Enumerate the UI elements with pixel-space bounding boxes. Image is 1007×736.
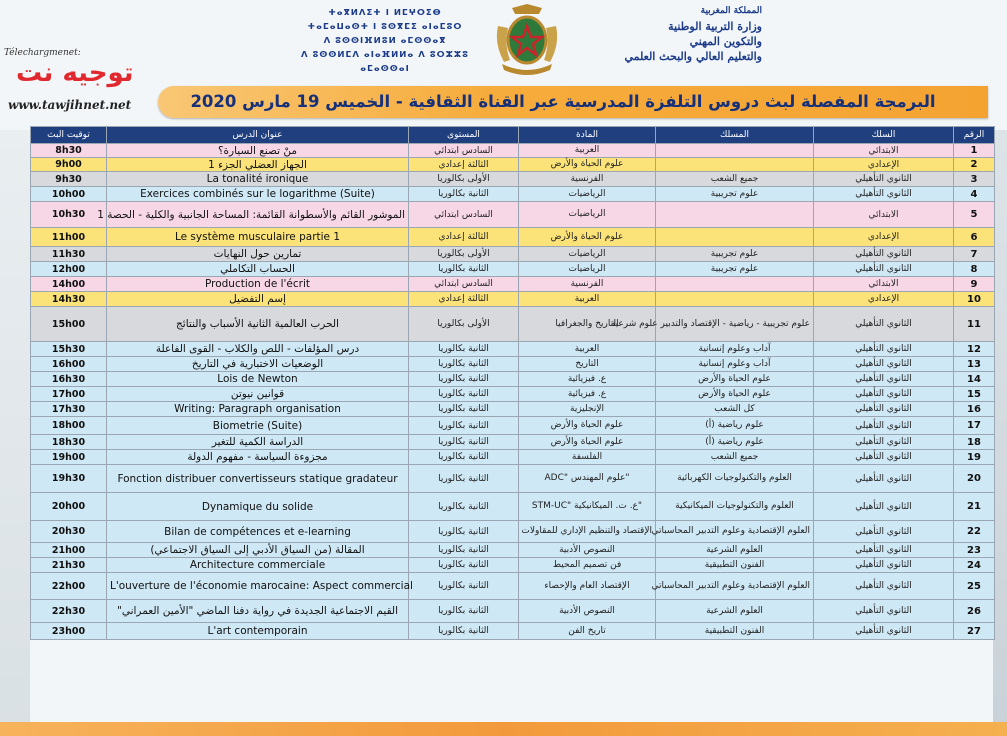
cell-branch: علوم رياضية (أ) <box>656 417 814 435</box>
header-cycle: السلك <box>814 127 954 144</box>
ministry-name-arabic: المملكة المغربية وزارة التربية الوطنية والتكوين المهني والتعليم العالي والبحث العلمي <box>624 6 762 63</box>
cell-subject: الرياضيات <box>519 202 656 228</box>
cell-level: الثانية بكالوريا <box>409 357 519 372</box>
cell-branch: جميع الشعب <box>656 172 814 187</box>
cell-title: Le système musculaire partie 1 <box>107 228 409 247</box>
cell-title: منْ تصنع السيارة؟ <box>107 144 409 158</box>
cell-subject: ع. فيزيائية <box>519 372 656 387</box>
header-title: عنوان الدرس <box>107 127 409 144</box>
cell-branch: العلوم الشرعية <box>656 600 814 623</box>
cell-level: الثانية بكالوريا <box>409 387 519 402</box>
cell-time: 19h30 <box>31 465 107 493</box>
cell-title: تمارين حول النهايات <box>107 247 409 262</box>
cell-title: الجهاز العضلي الجزء 1 <box>107 158 409 172</box>
cell-cycle: الإعدادي <box>814 228 954 247</box>
cell-num: 14 <box>954 372 995 387</box>
table-row <box>31 277 995 292</box>
cell-num: 13 <box>954 357 995 372</box>
cell-num: 26 <box>954 600 995 623</box>
cell-num: 9 <box>954 277 995 292</box>
cell-title: L'ouverture de l'économie marocaine: Aspect commercial <box>107 573 409 600</box>
cell-num: 21 <box>954 493 995 521</box>
table-row <box>31 465 995 493</box>
table-row <box>31 247 995 262</box>
cell-level: الثالثة إعدادي <box>409 292 519 307</box>
cell-branch <box>656 202 814 228</box>
cell-cycle: الثانوي التأهيلي <box>814 465 954 493</box>
cell-num: 20 <box>954 465 995 493</box>
cell-subject: الإقتصاد العام والإحصاء <box>519 573 656 600</box>
cell-cycle: الثانوي التأهيلي <box>814 623 954 640</box>
cell-subject: التاريخ <box>519 357 656 372</box>
cell-level: الثانية بكالوريا <box>409 465 519 493</box>
broadcast-schedule-table <box>30 126 995 640</box>
cell-cycle: الثانوي التأهيلي <box>814 493 954 521</box>
cell-branch <box>656 228 814 247</box>
cell-cycle: الابتدائي <box>814 277 954 292</box>
cell-subject: الفلسفة <box>519 450 656 465</box>
table-row <box>31 543 995 558</box>
cell-subject: التاريخ والجغرافيا <box>519 307 656 342</box>
cell-subject: ع. فيزيائية <box>519 387 656 402</box>
cell-num: 7 <box>954 247 995 262</box>
cell-num: 24 <box>954 558 995 573</box>
cell-level: الأولى بكالوريا <box>409 307 519 342</box>
table-row <box>31 158 995 172</box>
cell-num: 8 <box>954 262 995 277</box>
cell-level: الثانية بكالوريا <box>409 521 519 543</box>
header-branch: المسلك <box>656 127 814 144</box>
cell-subject: النصوص الأدبية <box>519 600 656 623</box>
cell-branch: الفنون التطبيقية <box>656 623 814 640</box>
cell-level: الثانية بكالوريا <box>409 600 519 623</box>
cell-level: الثانية بكالوريا <box>409 417 519 435</box>
cell-cycle: الثانوي التأهيلي <box>814 357 954 372</box>
cell-level: الثالثة إعدادي <box>409 228 519 247</box>
cell-time: 21h00 <box>31 543 107 558</box>
cell-level: الثانية بكالوريا <box>409 623 519 640</box>
cell-title: الحساب التكاملي <box>107 262 409 277</box>
cell-branch: العلوم والتكنولوجيات الميكانيكية <box>656 493 814 521</box>
cell-branch: آداب وعلوم إنسانية <box>656 342 814 357</box>
cell-time: 18h30 <box>31 435 107 450</box>
cell-time: 22h00 <box>31 573 107 600</box>
cell-branch <box>656 158 814 172</box>
cell-level: الثانية بكالوريا <box>409 435 519 450</box>
cell-num: 22 <box>954 521 995 543</box>
cell-time: 9h30 <box>31 172 107 187</box>
watermark-url: www.tawjihnet.net <box>8 98 132 112</box>
table-row <box>31 558 995 573</box>
cell-title: الدراسة الكمية للتغير <box>107 435 409 450</box>
cell-title: الوضعيات الاختبارية في التاريخ <box>107 357 409 372</box>
cell-time: 10h00 <box>31 187 107 202</box>
bottom-accent-bar <box>0 722 1007 736</box>
table-row <box>31 307 995 342</box>
cell-title: درس المؤلفات - اللص والكلاب - القوى الفاعلة <box>107 342 409 357</box>
cell-title: Lois de Newton <box>107 372 409 387</box>
cell-branch: علوم رياضية (أ) <box>656 435 814 450</box>
table-row <box>31 623 995 640</box>
cell-subject: فن تصميم المحيط <box>519 558 656 573</box>
cell-level: الأولى بكالوريا <box>409 172 519 187</box>
table-row <box>31 372 995 387</box>
table-header-row <box>31 127 995 144</box>
cell-cycle: الثانوي التأهيلي <box>814 342 954 357</box>
table-row <box>31 342 995 357</box>
cell-num: 4 <box>954 187 995 202</box>
cell-time: 8h30 <box>31 144 107 158</box>
cell-cycle: الثانوي التأهيلي <box>814 600 954 623</box>
table-row <box>31 493 995 521</box>
cell-subject: الرياضيات <box>519 262 656 277</box>
cell-cycle: الثانوي التأهيلي <box>814 558 954 573</box>
table-row <box>31 402 995 417</box>
tifinagh-ministry-name: ⵜⴰⴳⵍⴷⵉⵜ ⵏ ⵍⵎⵖⵔⵉⴱ ⵜⴰⵎⴰⵡⴰⵙⵜ ⵏ ⵓⵙⴳⵎⵉ ⴰⵏⴰⵎⵓⵔ ⴷ ⵓⵙⵙⵏⴼⵍⵓⵍ ⴰⵎⵙⵙⴰⴳ ⴷ ⵓⵙⵙⵍⵎⴷ ⴰⵏⴰⴼⵍⵍⴰ ⴷ ⵓⵔⵣⵣⵓ ⴰⵎⴰⵙⵙⴰⵏ <box>300 8 469 74</box>
cell-subject: العربية <box>519 292 656 307</box>
cell-level: السادس ابتدائي <box>409 144 519 158</box>
kingdom-emblem-icon <box>492 4 562 74</box>
cell-title: Exercices combinés sur le logarithme (Suite) <box>107 187 409 202</box>
header-level: المستوى <box>409 127 519 144</box>
cell-subject: الفرنسية <box>519 172 656 187</box>
cell-subject: علوم الحياة والأرض <box>519 158 656 172</box>
cell-time: 10h30 <box>31 202 107 228</box>
cell-level: الثانية بكالوريا <box>409 558 519 573</box>
table-row <box>31 187 995 202</box>
cell-num: 16 <box>954 402 995 417</box>
schedule-rows <box>31 144 995 640</box>
cell-time: 11h30 <box>31 247 107 262</box>
table-row <box>31 357 995 372</box>
cell-title: La tonalité ironique <box>107 172 409 187</box>
cell-branch: العلوم الشرعية <box>656 543 814 558</box>
cell-num: 17 <box>954 417 995 435</box>
cell-cycle: الثانوي التأهيلي <box>814 543 954 558</box>
page-title: البرمجة المفصلة لبث دروس التلفزة المدرسية عبر القناة الثقافية - الخميس 19 مارس 2020 <box>190 92 936 111</box>
cell-num: 27 <box>954 623 995 640</box>
table-row <box>31 292 995 307</box>
cell-level: الثانية بكالوريا <box>409 342 519 357</box>
cell-cycle: الثانوي التأهيلي <box>814 402 954 417</box>
cell-time: 19h00 <box>31 450 107 465</box>
right-decoration <box>993 130 1007 736</box>
cell-branch: الفنون التطبيقية <box>656 558 814 573</box>
cell-title: مجزوءة السياسة - مفهوم الدولة <box>107 450 409 465</box>
cell-title: Writing: Paragraph organisation <box>107 402 409 417</box>
cell-subject: العربية <box>519 342 656 357</box>
cell-cycle: الثانوي التأهيلي <box>814 307 954 342</box>
cell-num: 18 <box>954 435 995 450</box>
cell-time: 18h00 <box>31 417 107 435</box>
cell-cycle: الإعدادي <box>814 292 954 307</box>
cell-time: 17h30 <box>31 402 107 417</box>
cell-time: 22h30 <box>31 600 107 623</box>
cell-branch <box>656 277 814 292</box>
cell-time: 23h00 <box>31 623 107 640</box>
cell-title: الموشور القائم والأسطوانة القائمة: المساحة الجانبية والكلية - الحصة 1 <box>107 202 409 228</box>
table-row <box>31 144 995 158</box>
cell-subject: العربية <box>519 144 656 158</box>
cell-cycle: الثانوي التأهيلي <box>814 521 954 543</box>
cell-num: 25 <box>954 573 995 600</box>
table-row <box>31 228 995 247</box>
table-row <box>31 417 995 435</box>
cell-num: 2 <box>954 158 995 172</box>
cell-time: 21h30 <box>31 558 107 573</box>
table-row <box>31 435 995 450</box>
cell-num: 3 <box>954 172 995 187</box>
cell-num: 15 <box>954 387 995 402</box>
cell-cycle: الثانوي التأهيلي <box>814 262 954 277</box>
cell-branch: علوم الحياة والأرض <box>656 372 814 387</box>
cell-time: 15h30 <box>31 342 107 357</box>
cell-num: 1 <box>954 144 995 158</box>
cell-cycle: الثانوي التأهيلي <box>814 417 954 435</box>
table-row <box>31 600 995 623</box>
table-row <box>31 202 995 228</box>
cell-branch: علوم تجريبية - رياضية - الإقتصاد والتدبير علوم شرعية <box>656 307 814 342</box>
watermark-label: Télechargmenet: <box>4 48 81 58</box>
cell-branch: كل الشعب <box>656 402 814 417</box>
cell-branch: علوم تجريبية <box>656 187 814 202</box>
cell-branch: جميع الشعب <box>656 450 814 465</box>
cell-cycle: الثانوي التأهيلي <box>814 573 954 600</box>
watermark-logo: توجيه نت <box>16 58 134 88</box>
cell-subject: الرياضيات <box>519 187 656 202</box>
cell-branch: علوم تجريبية <box>656 247 814 262</box>
cell-subject: الرياضيات <box>519 247 656 262</box>
table-row <box>31 262 995 277</box>
cell-cycle: الابتدائي <box>814 202 954 228</box>
cell-num: 5 <box>954 202 995 228</box>
cell-num: 12 <box>954 342 995 357</box>
cell-branch: علوم الحياة والأرض <box>656 387 814 402</box>
cell-num: 19 <box>954 450 995 465</box>
cell-subject: الإنجليزية <box>519 402 656 417</box>
cell-time: 12h00 <box>31 262 107 277</box>
left-decoration <box>0 130 30 736</box>
cell-level: الثانية بكالوريا <box>409 187 519 202</box>
cell-subject: "علوم المهندس "ADC <box>519 465 656 493</box>
cell-time: 20h30 <box>31 521 107 543</box>
cell-cycle: الثانوي التأهيلي <box>814 247 954 262</box>
cell-level: الثانية بكالوريا <box>409 262 519 277</box>
cell-title: القيم الاجتماعية الجديدة في رواية دفنا الماضي "الأمين العمراني" <box>107 600 409 623</box>
cell-branch: آداب وعلوم إنسانية <box>656 357 814 372</box>
cell-level: الثانية بكالوريا <box>409 493 519 521</box>
cell-level: الثانية بكالوريا <box>409 402 519 417</box>
cell-time: 20h00 <box>31 493 107 521</box>
cell-time: 16h30 <box>31 372 107 387</box>
cell-branch <box>656 292 814 307</box>
cell-level: السادس ابتدائي <box>409 202 519 228</box>
cell-num: 6 <box>954 228 995 247</box>
cell-subject: الإقتصاد والتنظيم الإداري للمقاولات <box>519 521 656 543</box>
cell-level: الثانية بكالوريا <box>409 573 519 600</box>
cell-title: Architecture commerciale <box>107 558 409 573</box>
cell-subject: الفرنسية <box>519 277 656 292</box>
table-row <box>31 450 995 465</box>
cell-subject: "ع. ت. الميكانيكية "STM-UC <box>519 493 656 521</box>
cell-level: الثانية بكالوريا <box>409 450 519 465</box>
cell-title: Production de l'écrit <box>107 277 409 292</box>
cell-branch: العلوم والتكنولوجيات الكهربائية <box>656 465 814 493</box>
table-row <box>31 172 995 187</box>
cell-time: 11h00 <box>31 228 107 247</box>
cell-time: 9h00 <box>31 158 107 172</box>
cell-title: Dynamique du solide <box>107 493 409 521</box>
cell-cycle: الثانوي التأهيلي <box>814 387 954 402</box>
cell-subject: علوم الحياة والأرض <box>519 228 656 247</box>
cell-cycle: الثانوي التأهيلي <box>814 435 954 450</box>
cell-branch: العلوم الإقتصادية وعلوم التدبير المحاسباتي <box>656 521 814 543</box>
cell-time: 15h00 <box>31 307 107 342</box>
cell-title: Bilan de compétences et e-learning <box>107 521 409 543</box>
cell-cycle: الثانوي التأهيلي <box>814 172 954 187</box>
cell-subject: تاريخ الفن <box>519 623 656 640</box>
cell-title: Fonction distribuer convertisseurs statique gradateur <box>107 465 409 493</box>
cell-title: إسم التفضيل <box>107 292 409 307</box>
cell-subject: علوم الحياة والأرض <box>519 417 656 435</box>
cell-level: السادس ابتدائي <box>409 277 519 292</box>
cell-branch: علوم تجريبية <box>656 262 814 277</box>
cell-time: 16h00 <box>31 357 107 372</box>
cell-time: 14h00 <box>31 277 107 292</box>
cell-title: المقالة (من السياق الأدبي إلى السياق الاجتماعي) <box>107 543 409 558</box>
cell-level: الثانية بكالوريا <box>409 543 519 558</box>
cell-num: 10 <box>954 292 995 307</box>
cell-cycle: الثانوي التأهيلي <box>814 372 954 387</box>
cell-title: الحرب العالمية الثانية الأسباب والنتائج <box>107 307 409 342</box>
cell-title: قوانين نيوتن <box>107 387 409 402</box>
cell-cycle: الثانوي التأهيلي <box>814 450 954 465</box>
cell-cycle: الثانوي التأهيلي <box>814 187 954 202</box>
cell-title: L'art contemporain <box>107 623 409 640</box>
cell-time: 14h30 <box>31 292 107 307</box>
header-time: توقيت البث <box>31 127 107 144</box>
cell-level: الثالثة إعدادي <box>409 158 519 172</box>
table-row <box>31 387 995 402</box>
cell-cycle: الإعدادي <box>814 158 954 172</box>
cell-subject: النصوص الأدبية <box>519 543 656 558</box>
cell-level: الثانية بكالوريا <box>409 372 519 387</box>
cell-level: الأولى بكالوريا <box>409 247 519 262</box>
cell-num: 11 <box>954 307 995 342</box>
cell-branch <box>656 144 814 158</box>
cell-branch: العلوم الإقتصادية وعلوم التدبير المحاسباتي <box>656 573 814 600</box>
cell-subject: علوم الحياة والأرض <box>519 435 656 450</box>
cell-title: Biometrie (Suite) <box>107 417 409 435</box>
table-row <box>31 521 995 543</box>
header-num: الرقم <box>954 127 995 144</box>
cell-cycle: الابتدائي <box>814 144 954 158</box>
table-row <box>31 573 995 600</box>
cell-time: 17h00 <box>31 387 107 402</box>
title-banner <box>158 86 988 118</box>
cell-num: 23 <box>954 543 995 558</box>
header-subject: المادة <box>519 127 656 144</box>
